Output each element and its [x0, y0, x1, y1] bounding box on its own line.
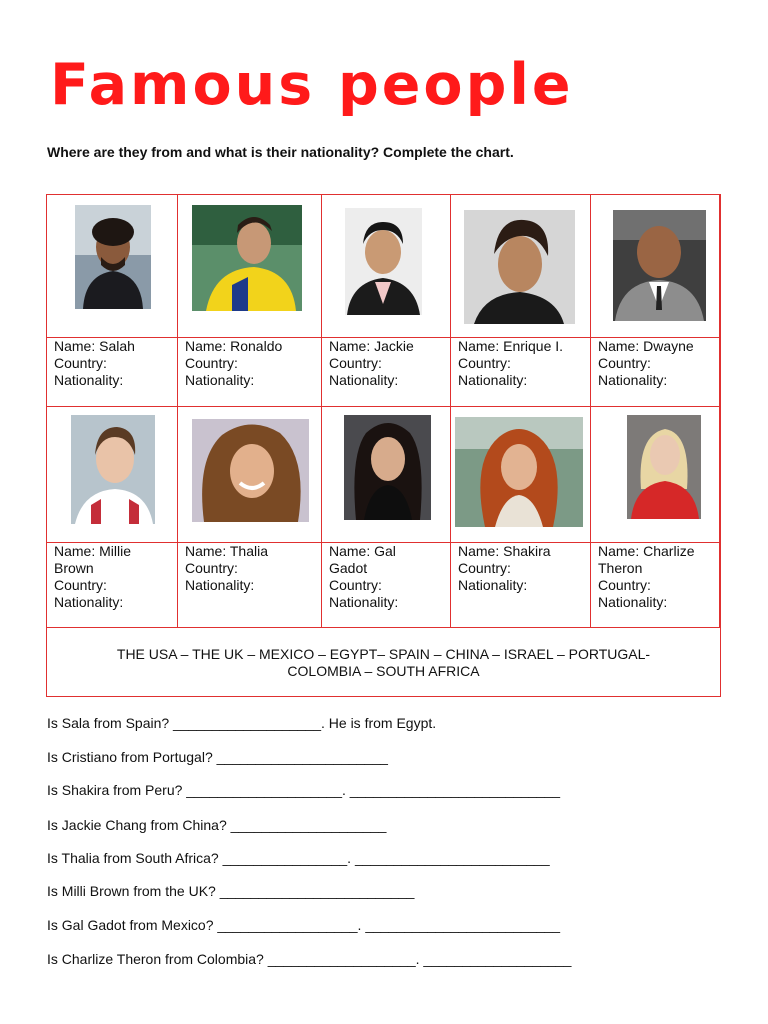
photo-cell: [322, 407, 451, 543]
info-cell: [451, 338, 591, 407]
ronaldo-photo: [192, 205, 302, 311]
photo-cell: [451, 195, 591, 338]
info-cell: [322, 543, 451, 628]
question-7: Is Gal Gadot from Mexico? __________________. _________________________: [47, 917, 560, 933]
millie-photo: [71, 415, 155, 524]
question-6: Is Milli Brown from the UK? _________________________: [47, 883, 415, 899]
info-cell: [322, 338, 451, 407]
person-info-salah: Name: Salah Country: Nationality:: [54, 338, 135, 388]
photo-cell: [178, 195, 322, 338]
person-info-millie: Name: Millie Brown Country: Nationality:: [54, 543, 132, 610]
person-info-jackie: Name: Jackie Country: Nationality:: [329, 338, 414, 388]
page-title: Famous people: [50, 52, 574, 118]
info-cell: [178, 338, 322, 407]
info-cell: [47, 543, 178, 628]
charlize-photo: [627, 415, 701, 519]
dwayne-photo: [613, 210, 706, 321]
jackie-photo: [345, 208, 422, 315]
instructions: Where are they from and what is their nationality? Complete the chart.: [47, 144, 514, 160]
people-chart: [46, 194, 721, 697]
info-cell: [591, 543, 720, 628]
gal-photo: [344, 415, 431, 520]
question-3: Is Shakira from Peru? ____________________. ___________________________: [47, 782, 561, 798]
question-2: Is Cristiano from Portugal? ______________________: [47, 749, 388, 765]
enrique-photo: [464, 210, 575, 324]
person-info-ronaldo: Name: Ronaldo Country: Nationality:: [185, 338, 283, 388]
photo-cell: [591, 407, 720, 543]
word-bank: THE USA – THE UK – MEXICO – EGYPT– SPAIN – CHINA – ISRAEL – PORTUGAL- COLOMBIA – SOUTH AFRICA: [116, 646, 651, 679]
thalia-photo: [192, 419, 309, 522]
person-info-charlize: Name: Charlize Theron Country: Nationality:: [598, 543, 695, 610]
person-info-shakira: Name: Shakira Country: Nationality:: [458, 543, 551, 593]
person-info-dwayne: Name: Dwayne Country: Nationality:: [598, 338, 694, 388]
info-cell: [451, 543, 591, 628]
photo-cell: [47, 407, 178, 543]
question-8: Is Charlize Theron from Colombia? ___________________. ___________________: [47, 951, 572, 967]
photo-cell: [451, 407, 591, 543]
photo-cell: [322, 195, 451, 338]
person-info-gal: Name: Gal Gadot Country: Nationality:: [329, 543, 399, 610]
info-cell: [47, 338, 178, 407]
info-cell: [178, 543, 322, 628]
person-info-enrique: Name: Enrique I. Country: Nationality:: [458, 338, 564, 388]
salah-photo: [75, 205, 151, 309]
photo-cell: [591, 195, 720, 338]
info-cell: [591, 338, 720, 407]
question-5: Is Thalia from South Africa? ________________. _________________________: [47, 850, 550, 866]
question-1: Is Sala from Spain? ___________________. He is from Egypt.: [47, 715, 437, 731]
photo-cell: [47, 195, 178, 338]
photo-cell: [178, 407, 322, 543]
shakira-photo: [455, 417, 583, 527]
question-4: Is Jackie Chang from China? ____________________: [47, 817, 387, 833]
person-info-thalia: Name: Thalia Country: Nationality:: [185, 543, 269, 593]
